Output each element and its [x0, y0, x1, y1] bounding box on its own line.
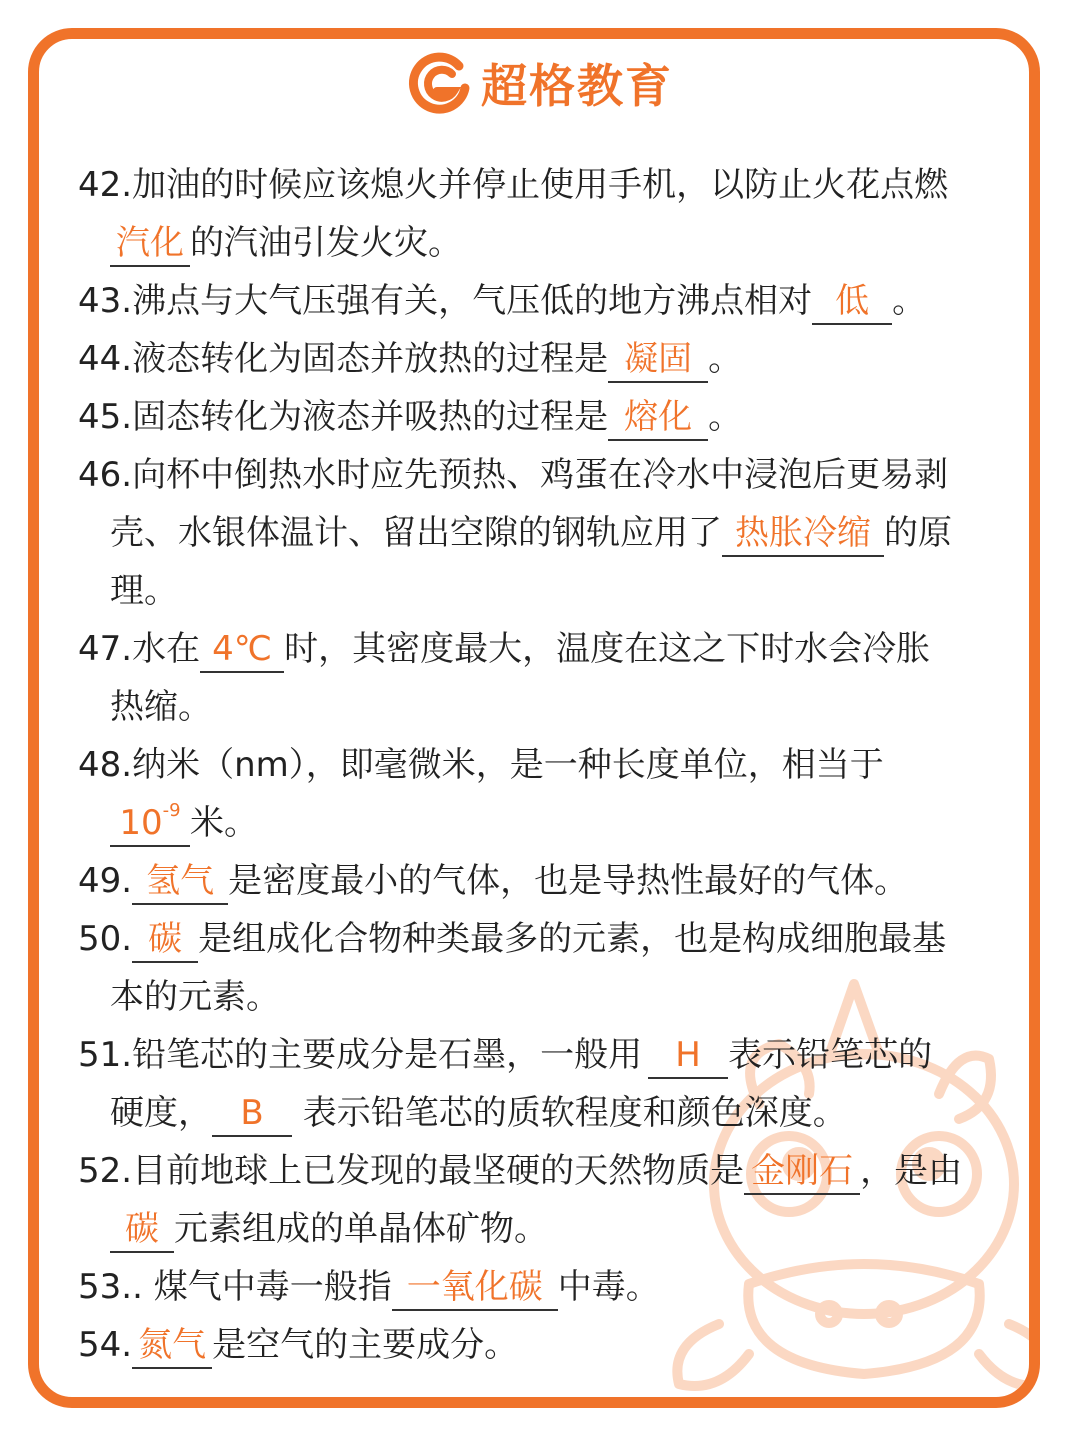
brand-logo-icon — [407, 50, 473, 116]
question-text: 本的元素。 — [110, 977, 280, 1017]
answer-blank: 熔化 — [608, 395, 708, 441]
question-text: 是组成化合物种类最多的元素，也是构成细胞最基 — [198, 919, 947, 959]
answer-blank: 碳 — [110, 1207, 174, 1253]
answer-blank: 氮气 — [132, 1323, 212, 1369]
answer-blank: 热胀冷缩 — [722, 511, 884, 557]
question-text: 元素组成的单晶体矿物。 — [174, 1209, 548, 1249]
question-text: 米。 — [190, 803, 258, 843]
question-text: 热缩。 — [110, 687, 212, 727]
question-text: 的汽油引发火灾。 — [190, 223, 462, 263]
question-46 — [78, 446, 1028, 620]
question-text: 硬度， — [110, 1093, 212, 1133]
question-text: 。 — [892, 281, 927, 321]
question-text: 向杯中倒热水时应先预热、鸡蛋在冷水中浸泡后更易剥 — [132, 455, 949, 495]
question-text: 。 — [708, 397, 743, 437]
question-list — [78, 156, 1028, 1374]
question-47 — [78, 620, 1028, 736]
question-text: . 煤气中毒一般指 — [132, 1267, 392, 1307]
question-53 — [78, 1258, 1028, 1316]
question-52 — [78, 1142, 1028, 1258]
question-text: 目前地球上已发现的最坚硬的天然物质是 — [132, 1151, 745, 1191]
question-number: 50. — [78, 919, 133, 959]
question-text: 水在 — [132, 629, 201, 669]
question-number: 43. — [78, 281, 133, 321]
answer-exponent: -9 — [162, 800, 181, 821]
question-text: 是空气的主要成分。 — [212, 1325, 519, 1365]
question-text: 。 — [708, 339, 743, 379]
question-number: 52. — [78, 1151, 133, 1191]
question-number: 45. — [78, 397, 133, 437]
question-text: 时，其密度最大，温度在这之下时水会冷胀 — [284, 629, 931, 669]
answer-blank: 碳 — [132, 917, 198, 963]
answer-blank: 氢气 — [132, 859, 228, 905]
question-text: 沸点与大气压强有关，气压低的地方沸点相对 — [132, 281, 813, 321]
question-number: 46. — [78, 455, 133, 495]
question-45 — [78, 388, 1028, 446]
answer-blank: 4℃ — [200, 627, 284, 673]
question-number: 47. — [78, 629, 133, 669]
question-48 — [78, 736, 1028, 852]
question-number: 51. — [78, 1035, 133, 1075]
brand-name: 超格教育 — [481, 59, 673, 113]
question-54 — [78, 1316, 1028, 1374]
question-number: 54. — [78, 1325, 133, 1365]
question-44 — [78, 330, 1028, 388]
question-43 — [78, 272, 1028, 330]
answer-blank: 一氧化碳 — [392, 1265, 558, 1311]
answer-blank — [110, 801, 190, 847]
answer-base: 10 — [119, 803, 163, 843]
question-42 — [78, 156, 1028, 272]
answer-blank: 低 — [812, 279, 892, 325]
question-50 — [78, 910, 1028, 1026]
question-text: 固态转化为液态并吸热的过程是 — [132, 397, 609, 437]
question-text: 壳、水银体温计、留出空隙的钢轨应用了 — [110, 513, 722, 553]
answer-blank: B — [212, 1091, 292, 1137]
question-text: 液态转化为固态并放热的过程是 — [132, 339, 609, 379]
question-49 — [78, 852, 1028, 910]
question-text: 中毒。 — [557, 1267, 660, 1307]
question-number: 49. — [78, 861, 133, 901]
question-number: 42. — [78, 165, 133, 205]
question-text: 铅笔芯的主要成分是石墨，一般用 — [132, 1035, 643, 1075]
question-text: 表示铅笔芯的 — [728, 1035, 933, 1075]
question-text: 加油的时候应该熄火并停止使用手机，以防止火花点燃 — [132, 165, 949, 205]
question-51 — [78, 1026, 1028, 1142]
answer-blank: 金刚石 — [744, 1149, 860, 1195]
question-text: 表示铅笔芯的质软程度和颜色深度。 — [292, 1093, 847, 1133]
answer-blank: 汽化 — [110, 221, 190, 267]
question-number: 48. — [78, 745, 133, 785]
header — [0, 50, 1080, 116]
question-text: 理。 — [110, 571, 178, 611]
question-text: ，是由 — [860, 1151, 963, 1191]
question-number: 44. — [78, 339, 133, 379]
question-number: 53. — [78, 1267, 133, 1307]
question-text: 是密度最小的气体，也是导热性最好的气体。 — [228, 861, 909, 901]
question-text: 的原 — [884, 513, 952, 553]
question-text: 纳米（nm），即毫微米，是一种长度单位，相当于 — [132, 745, 884, 785]
answer-blank: H — [648, 1033, 728, 1079]
answer-blank: 凝固 — [608, 337, 708, 383]
